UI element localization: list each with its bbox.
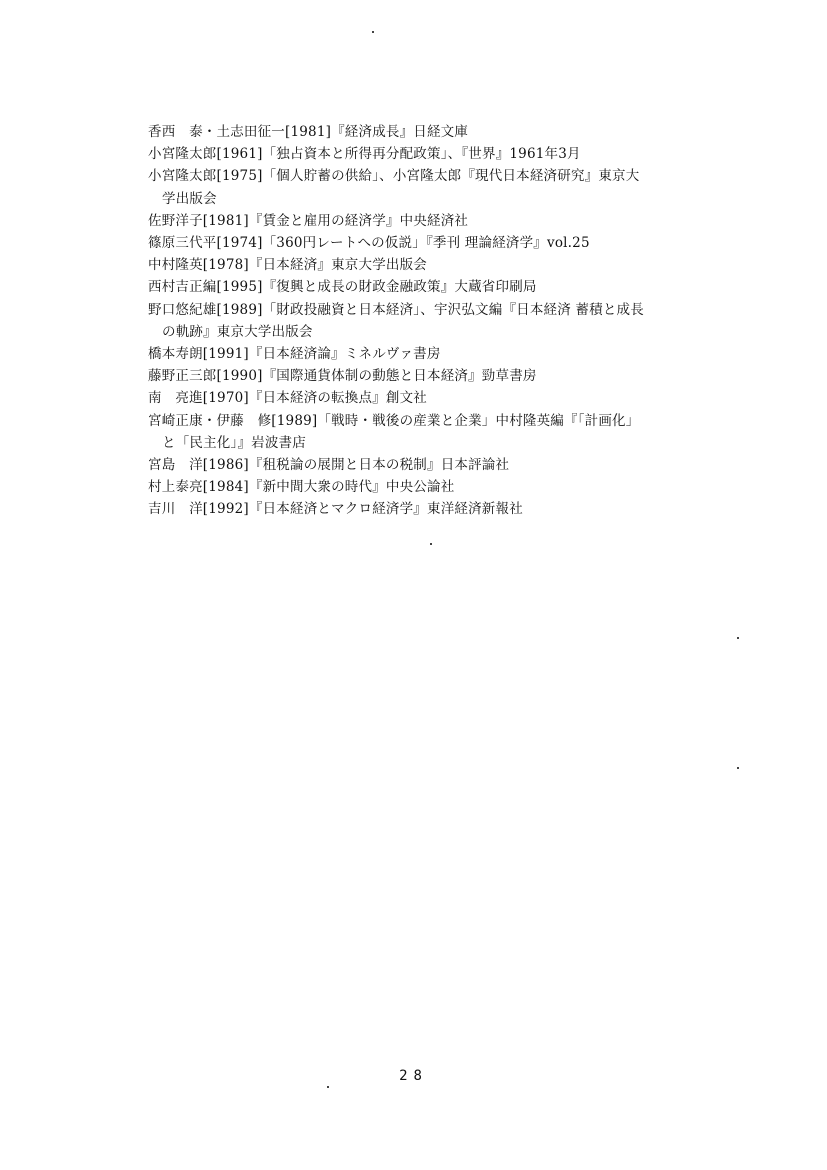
reference-entry-continuation: の軌跡』東京大学出版会 [162, 323, 313, 340]
scan-speck [327, 1086, 329, 1088]
scan-speck [737, 637, 739, 639]
reference-list [148, 121, 728, 521]
reference-entry-continuation: 学出版会 [162, 190, 217, 207]
page-number: 28 [399, 1068, 428, 1084]
reference-entry: 西村吉正編[1995]『復興と成長の財政金融政策』大蔵省印刷局 [148, 279, 537, 296]
reference-entry: 中村隆英[1978]『日本経済』東京大学出版会 [148, 257, 427, 274]
reference-entry: 橋本寿朗[1991]『日本経済論』ミネルヴァ書房 [148, 346, 441, 363]
reference-entry: 宮島 洋[1986]『租税論の展開と日本の税制』日本評論社 [148, 457, 510, 474]
scan-speck [430, 543, 432, 545]
reference-entry: 村上泰亮[1984]『新中間大衆の時代』中央公論社 [148, 479, 455, 496]
reference-entry-continuation: と「民主化」』岩波書店 [162, 434, 306, 451]
reference-entry: 南 亮進[1970]『日本経済の転換点』創文社 [148, 390, 427, 407]
reference-entry: 小宮隆太郎[1961]「独占資本と所得再分配政策」、『世界』1961年3月 [148, 146, 581, 163]
scan-speck [372, 31, 374, 33]
reference-entry: 佐野洋子[1981]『賃金と雇用の経済学』中央経済社 [148, 212, 469, 229]
reference-entry: 小宮隆太郎[1975]「個人貯蓄の供給」、小宮隆太郎『現代日本経済研究』東京大 [148, 168, 640, 185]
reference-entry: 香西 泰・土志田征一[1981]『経済成長』日経文庫 [148, 124, 469, 140]
reference-entry: 宮崎正康・伊藤 修[1989]「戦時・戦後の産業と企業」中村隆英編『「計画化」 [148, 412, 640, 429]
reference-entry: 藤野正三郎[1990]『国際通貨体制の動態と日本経済』勁草書房 [148, 368, 537, 385]
reference-entry: 吉川 洋[1992]『日本経済とマクロ経済学』東洋経済新報社 [148, 501, 523, 518]
reference-entry: 篠原三代平[1974]「360円レートへの仮説」『季刊 理論経済学』vol.25 [148, 235, 590, 252]
scan-speck [737, 767, 739, 769]
reference-entry: 野口悠紀雄[1989]「財政投融資と日本経済」、宇沢弘文編『日本経済 蓄積と成長 [148, 301, 644, 318]
